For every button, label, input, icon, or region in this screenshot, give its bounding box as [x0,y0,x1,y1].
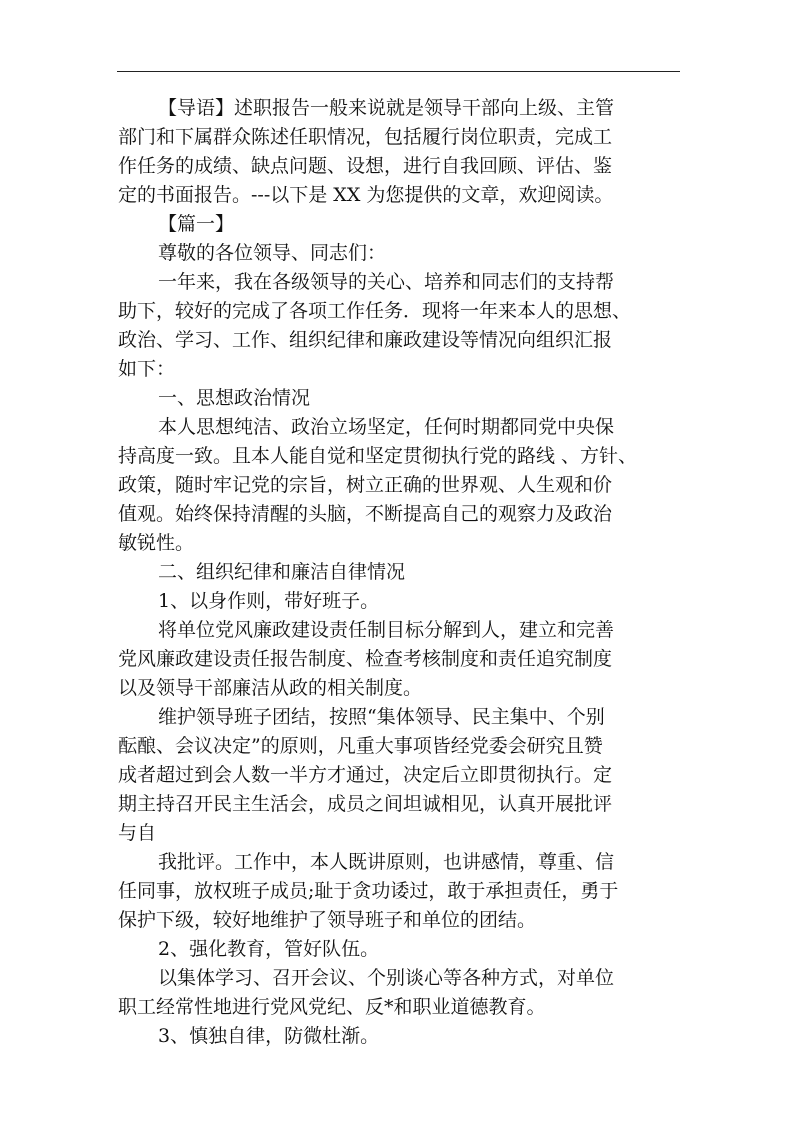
salutation: 尊敬的各位领导、同志们： [158,242,387,264]
text-line: 敏锐性。 [118,532,195,554]
text-line: 助下，较好的完成了各项工作任务．现将一年来本人的思想、 [118,300,632,322]
text-line: 政治、学习、工作、组织纪律和廉政建设等情况向组织汇报 [118,329,613,351]
text-line: 本人思想纯洁、政治立场坚定，任何时期都同党中央保 [158,416,615,438]
text-line: 党风廉政建设责任报告制度、检查考核制度和责任追究制度 [118,648,613,670]
section-heading: 二、组织纪律和廉洁自律情况 [158,561,406,583]
text-line: 保护下级，较好地维护了领导班子和单位的团结。 [118,909,537,931]
text-line: 如下： [118,358,176,380]
text-line: 持高度一致。且本人能自觉和坚定贯彻执行党的路线 、方针、 [118,445,638,467]
text-line: 值观。始终保持清醒的头脑，不断提高自己的观察力及政治 [118,503,613,525]
text-line: 职工经常性地进行党风党纪、反*和职业道德教育。 [118,996,546,1018]
text-line: 一年来，我在各级领导的关心、培养和同志们的支持帮 [158,271,615,293]
section-heading: 一、思想政治情况 [158,387,311,409]
text-line: 酝酿、会议决定”的原则，凡重大事项皆经党委会研究且赞 [118,735,603,757]
header-rule [117,71,680,72]
text-line: 政策，随时牢记党的宗旨，树立正确的世界观、人生观和价 [118,474,613,496]
text-line: 任同事，放权班子成员;耻于贪功诿过，敢于承担责任，勇于 [118,880,619,902]
text-line: 以集体学习、召开会议、个别谈心等各种方式，对单位 [158,967,615,989]
text-line: 与自 [118,822,157,844]
section-heading: 【篇一】 [158,213,235,235]
text-line: 部门和下属群众陈述任职情况，包括履行岗位职责，完成工 [118,126,613,148]
subsection-heading: 3、慎独自律，防微杜渐。 [158,1025,380,1047]
text-line: 期主持召开民主生活会，成员之间坦诚相见，认真开展批评 [118,793,613,815]
subsection-heading: 1、以身作则，带好班子。 [158,590,380,612]
document-body [118,94,680,1051]
text-line: 定的书面报告。---以下是 XX 为您提供的文章，欢迎阅读。 [118,184,614,206]
text-line: 将单位党风廉政建设责任制目标分解到人，建立和完善 [158,619,615,641]
text-line: 我批评。工作中，本人既讲原则，也讲感情，尊重、信 [158,851,615,873]
subsection-heading: 2、强化教育，管好队伍。 [158,938,380,960]
text-line: 【导语】述职报告一般来说就是领导干部向上级、主管 [158,97,615,119]
text-line: 成者超过到会人数一半方才通过，决定后立即贯彻执行。定 [118,764,613,786]
text-line: 维护领导班子团结，按照“集体领导、民主集中、个别 [158,706,605,728]
text-line: 作任务的成绩、缺点问题、设想，进行自我回顾、评估、鉴 [118,155,613,177]
text-line: 以及领导干部廉洁从政的相关制度。 [118,677,423,699]
